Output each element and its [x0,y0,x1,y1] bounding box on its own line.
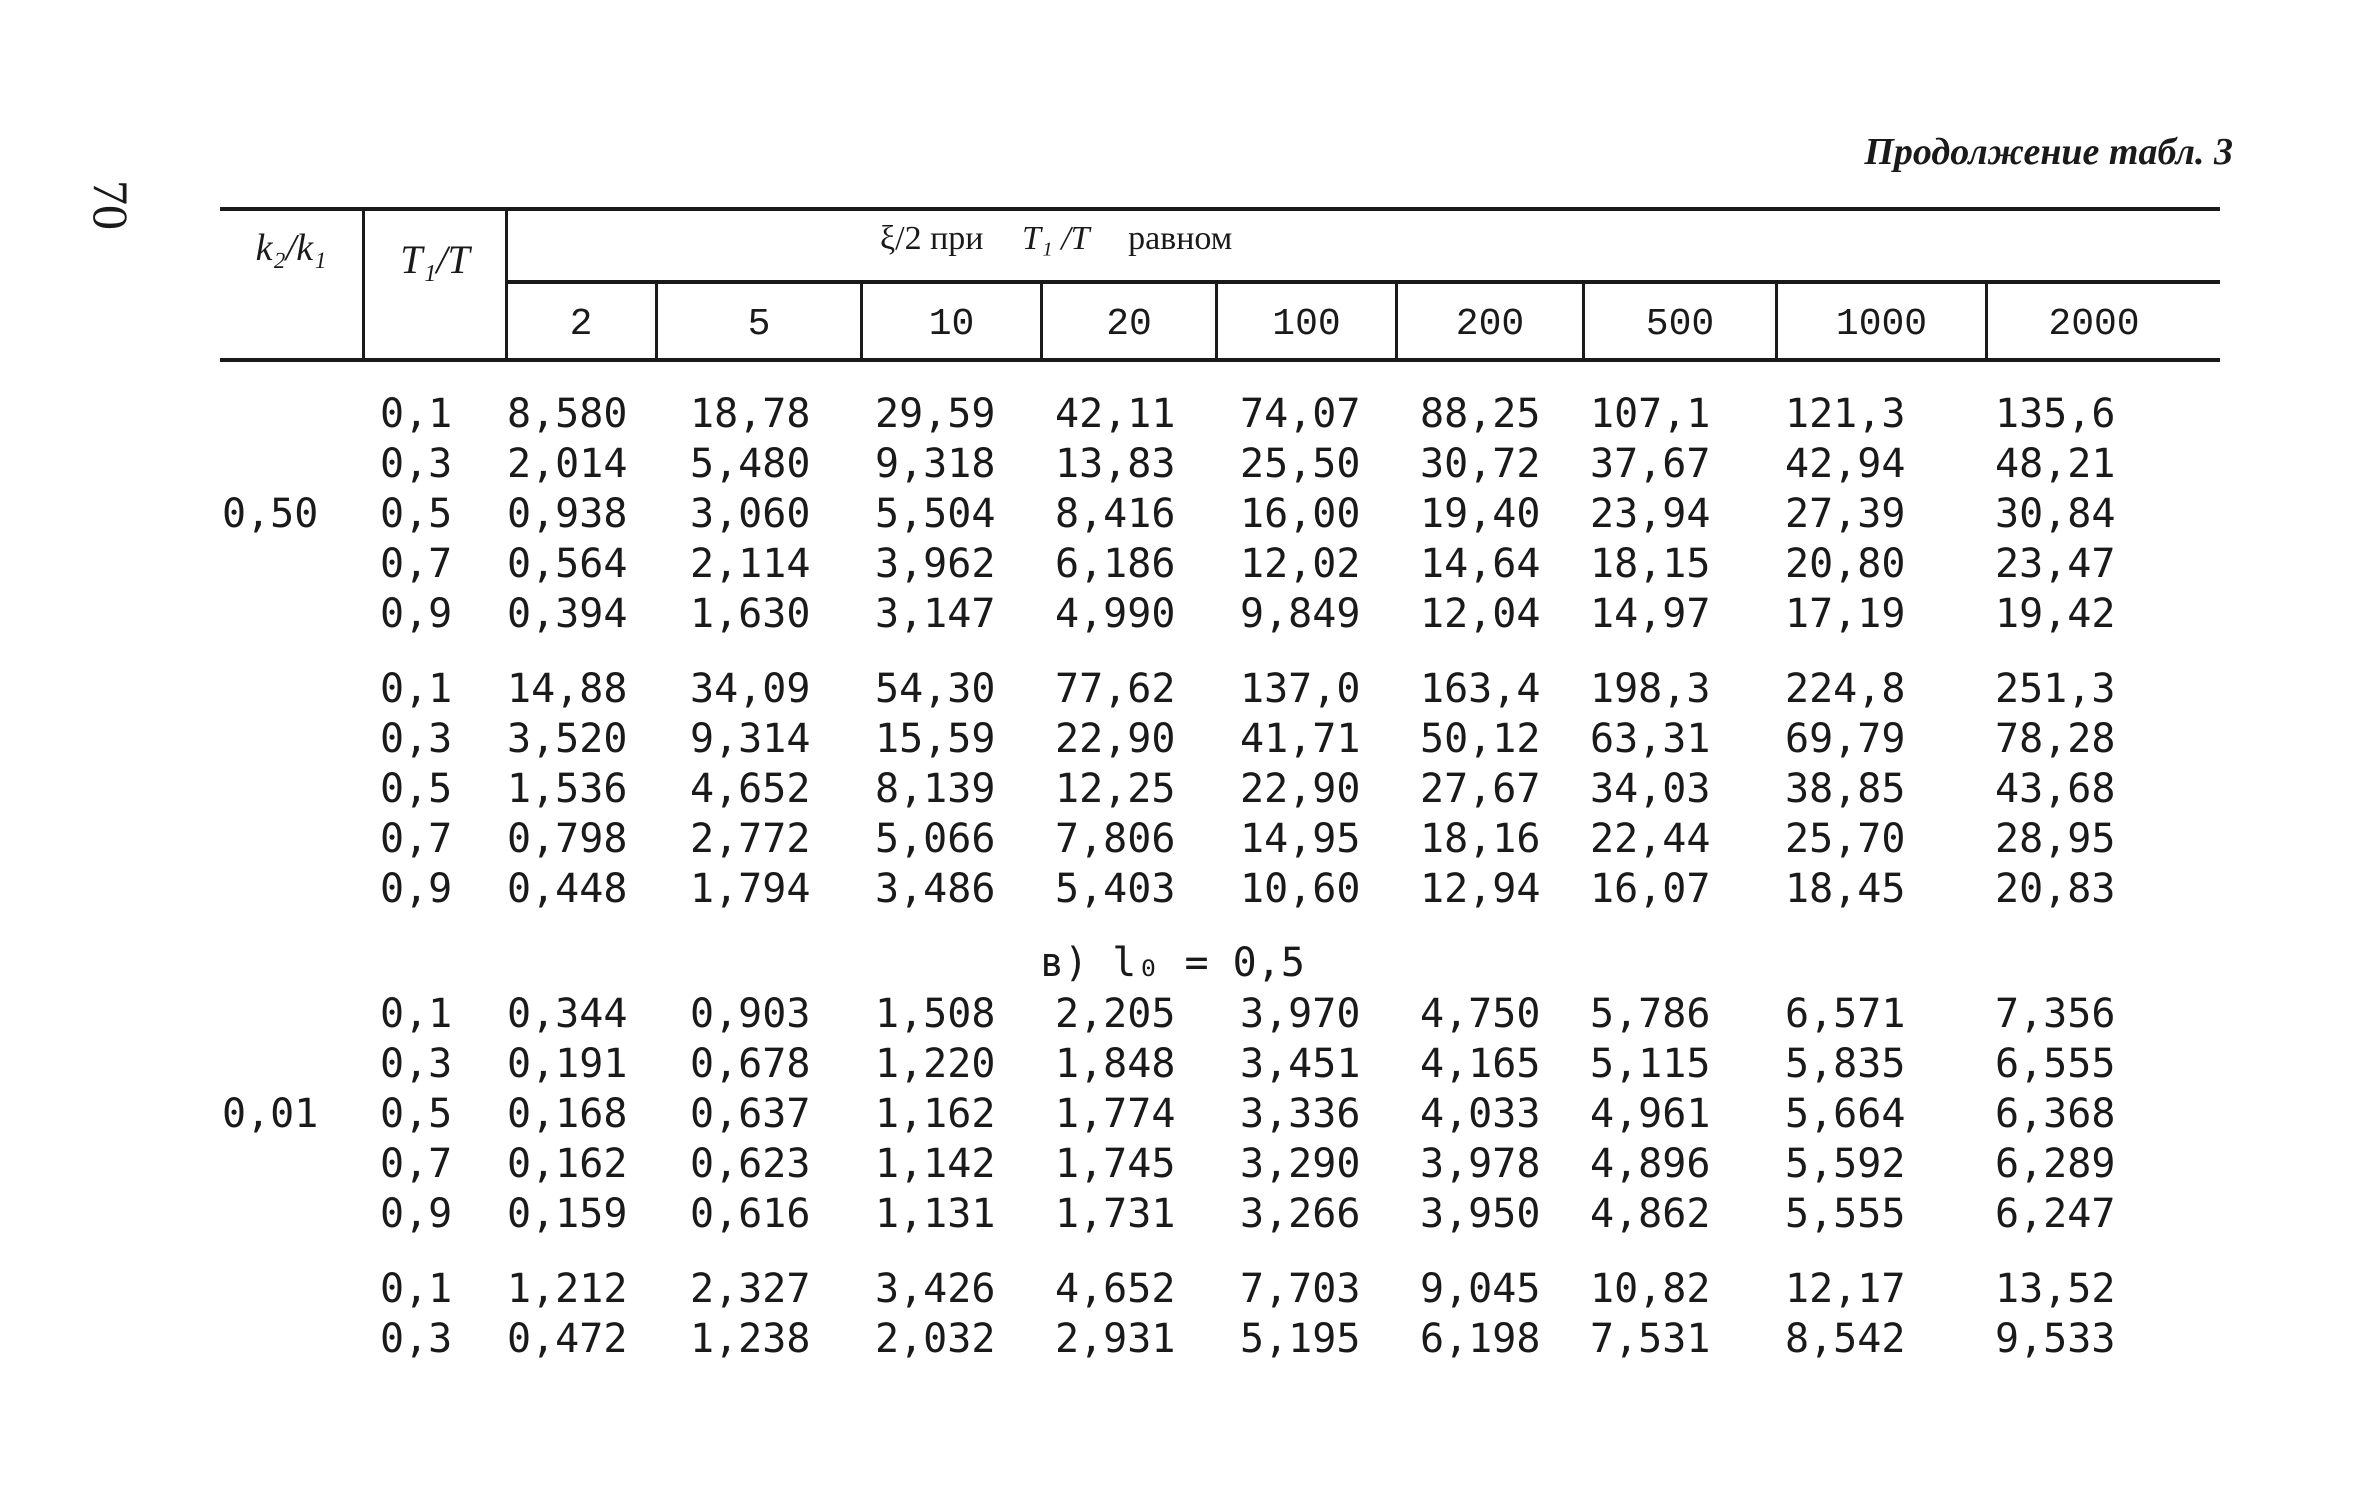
t-ratio-value: 0,7 [380,816,453,862]
table-cell: 41,71 [1240,716,1361,762]
table-cell: 2,032 [875,1316,996,1362]
table-cell: 27,39 [1785,491,1906,537]
header-k-ratio: k₂/k₁ [255,227,327,269]
table-cell: 4,652 [1055,1266,1176,1312]
table-cell: 2,327 [690,1266,811,1312]
table-caption: Продолжение табл. 3 [1864,131,2233,173]
column-header: 10 [928,303,975,346]
t-ratio-value: 0,3 [380,716,453,762]
t-ratio-value: 0,7 [380,1141,453,1187]
table-cell: 77,62 [1055,666,1176,712]
t-ratio-value: 0,1 [380,1266,453,1312]
table-cell: 4,990 [1055,591,1176,637]
table-cell: 1,794 [690,866,811,912]
table-cell: 2,772 [690,816,811,862]
header-t-ratio: T₁/T [400,237,470,282]
table-cell: 13,52 [1995,1266,2116,1312]
table-cell: 4,750 [1420,991,1541,1037]
table-cell: 7,806 [1055,816,1176,862]
table-cell: 8,542 [1785,1316,1906,1362]
table-cell: 3,978 [1420,1141,1541,1187]
header-group-title [880,220,1440,258]
header-mid-rule [507,280,2220,284]
table-cell: 4,961 [1590,1091,1711,1137]
table-cell: 3,970 [1240,991,1361,1037]
table-cell: 0,798 [507,816,628,862]
table-cell: 0,448 [507,866,628,912]
t-ratio-value: 0,1 [380,391,453,437]
group-title-var: T₁ /T [1022,220,1090,257]
table-cell: 198,3 [1590,666,1711,712]
table-cell: 42,94 [1785,441,1906,487]
group-title-suffix: равном [1128,220,1233,257]
table-cell: 1,131 [875,1191,996,1237]
table-cell: 0,903 [690,991,811,1037]
table-cell: 1,536 [507,766,628,812]
table-cell: 50,12 [1420,716,1541,762]
table-cell: 16,00 [1240,491,1361,537]
table-cell: 3,266 [1240,1191,1361,1237]
table-cell: 2,931 [1055,1316,1176,1362]
table-cell: 18,78 [690,391,811,437]
table-cell: 3,147 [875,591,996,637]
table-cell: 18,45 [1785,866,1906,912]
table-cell: 29,59 [875,391,996,437]
table-cell: 12,04 [1420,591,1541,637]
table-cell: 6,198 [1420,1316,1541,1362]
table-cell: 22,90 [1240,766,1361,812]
table-cell: 163,4 [1420,666,1541,712]
column-header: 2 [569,303,593,346]
table-cell: 12,94 [1420,866,1541,912]
table-cell: 0,344 [507,991,628,1037]
table-cell: 25,70 [1785,816,1906,862]
table-cell: 38,85 [1785,766,1906,812]
table-cell: 6,368 [1995,1091,2116,1137]
table-cell: 5,480 [690,441,811,487]
t-ratio-value: 0,9 [380,866,453,912]
t-ratio-value: 0,1 [380,991,453,1037]
table-cell: 27,67 [1420,766,1541,812]
table-cell: 63,31 [1590,716,1711,762]
t-ratio-value: 0,5 [380,1091,453,1137]
table-cell: 1,212 [507,1266,628,1312]
table-cell: 107,1 [1590,391,1711,437]
table-cell: 9,045 [1420,1266,1541,1312]
table-cell: 2,205 [1055,991,1176,1037]
t-ratio-value: 0,9 [380,1191,453,1237]
table-cell: 137,0 [1240,666,1361,712]
table-cell: 2,014 [507,441,628,487]
table-cell: 3,486 [875,866,996,912]
table-cell: 43,68 [1995,766,2116,812]
table-cell: 54,30 [875,666,996,712]
table-cell: 18,15 [1590,541,1711,587]
table-cell: 0,168 [507,1091,628,1137]
table-cell: 28,95 [1995,816,2116,862]
table-cell: 8,139 [875,766,996,812]
table-cell: 30,84 [1995,491,2116,537]
table-cell: 10,60 [1240,866,1361,912]
table-cell: 19,42 [1995,591,2116,637]
table-cell: 9,314 [690,716,811,762]
table-cell: 9,533 [1995,1316,2116,1362]
table-cell: 5,115 [1590,1041,1711,1087]
column-header: 100 [1272,303,1341,346]
table-cell: 22,90 [1055,716,1176,762]
table-cell: 1,142 [875,1141,996,1187]
table-cell: 0,623 [690,1141,811,1187]
table-cell: 0,938 [507,491,628,537]
t-ratio-value: 0,9 [380,591,453,637]
table-cell: 3,950 [1420,1191,1541,1237]
table-cell: 1,774 [1055,1091,1176,1137]
table-cell: 88,25 [1420,391,1541,437]
table-cell: 5,403 [1055,866,1176,912]
table-cell: 19,40 [1420,491,1541,537]
table-cell: 1,162 [875,1091,996,1137]
table-cell: 0,678 [690,1041,811,1087]
table-cell: 30,72 [1420,441,1541,487]
column-header: 2000 [2048,303,2140,346]
column-header: 1000 [1835,303,1928,346]
table-cell: 5,786 [1590,991,1711,1037]
t-ratio-value: 0,3 [380,1316,453,1362]
t-ratio-value: 0,3 [380,1041,453,1087]
table-cell: 20,80 [1785,541,1906,587]
t-ratio-value: 0,5 [380,766,453,812]
table-cell: 0,616 [690,1191,811,1237]
table-cell: 9,318 [875,441,996,487]
table-cell: 6,555 [1995,1041,2116,1087]
column-header: 500 [1645,303,1715,346]
column-header: 5 [747,303,771,346]
table-cell: 3,426 [875,1266,996,1312]
table-cell: 5,504 [875,491,996,537]
table-cell: 20,83 [1995,866,2116,912]
table-cell: 1,630 [690,591,811,637]
table-cell: 1,508 [875,991,996,1037]
table-cell: 8,416 [1055,491,1176,537]
table-cell: 23,47 [1995,541,2116,587]
table-cell: 5,555 [1785,1191,1906,1237]
table-cell: 14,97 [1590,591,1711,637]
k-ratio-value: 0,50 [222,491,319,537]
table-cell: 74,07 [1240,391,1361,437]
table-cell: 6,289 [1995,1141,2116,1187]
table-cell: 3,962 [875,541,996,587]
group-title-prefix: ξ/2 при [880,220,984,257]
table-cell: 4,033 [1420,1091,1541,1137]
k-ratio-value: 0,01 [222,1091,319,1137]
table-cell: 2,114 [690,541,811,587]
table-cell: 1,220 [875,1041,996,1087]
table-cell: 9,849 [1240,591,1361,637]
table-cell: 0,637 [690,1091,811,1137]
table-cell: 0,472 [507,1316,628,1362]
table-cell: 34,03 [1590,766,1711,812]
table-cell: 3,060 [690,491,811,537]
table-cell: 10,82 [1590,1266,1711,1312]
table-cell: 6,186 [1055,541,1176,587]
t-ratio-value: 0,7 [380,541,453,587]
table-cell: 7,531 [1590,1316,1711,1362]
table-cell: 4,165 [1420,1041,1541,1087]
table-cell: 5,195 [1240,1316,1361,1362]
table-cell: 3,451 [1240,1041,1361,1087]
table-cell: 14,95 [1240,816,1361,862]
t-ratio-value: 0,1 [380,666,453,712]
header-top-rule [220,207,2220,211]
table-cell: 4,896 [1590,1141,1711,1187]
table-cell: 0,162 [507,1141,628,1187]
table-cell: 5,664 [1785,1091,1906,1137]
table-cell: 8,580 [507,391,628,437]
column-header: 200 [1455,303,1525,346]
table-cell: 23,94 [1590,491,1711,537]
table-cell: 1,731 [1055,1191,1176,1237]
table-cell: 15,59 [875,716,996,762]
table-cell: 135,6 [1995,391,2116,437]
table-cell: 25,50 [1240,441,1361,487]
table-cell: 7,356 [1995,991,2116,1037]
table-cell: 5,592 [1785,1141,1906,1187]
table-cell: 12,02 [1240,541,1361,587]
table-cell: 4,652 [690,766,811,812]
table-cell: 48,21 [1995,441,2116,487]
header-bottom-rule [220,358,2220,362]
table-cell: 0,191 [507,1041,628,1087]
table-cell: 13,83 [1055,441,1176,487]
table-cell: 4,862 [1590,1191,1711,1237]
t-ratio-value: 0,5 [380,491,453,537]
table-cell: 1,848 [1055,1041,1176,1087]
table-cell: 7,703 [1240,1266,1361,1312]
table-cell: 0,564 [507,541,628,587]
table-cell: 3,520 [507,716,628,762]
table-cell: 78,28 [1995,716,2116,762]
table-cell: 5,066 [875,816,996,862]
table-cell: 42,11 [1055,391,1176,437]
vrule [362,207,365,362]
table-cell: 12,17 [1785,1266,1906,1312]
table-cell: 37,67 [1590,441,1711,487]
table-cell: 3,336 [1240,1091,1361,1137]
table-cell: 14,64 [1420,541,1541,587]
table-cell: 22,44 [1590,816,1711,862]
table-cell: 3,290 [1240,1141,1361,1187]
page-number: 70 [83,180,139,230]
column-header: 20 [1106,303,1152,346]
table-cell: 6,247 [1995,1191,2116,1237]
table-cell: 6,571 [1785,991,1906,1037]
table-cell: 12,25 [1055,766,1176,812]
table-cell: 0,394 [507,591,628,637]
t-ratio-value: 0,3 [380,441,453,487]
table-cell: 1,745 [1055,1141,1176,1187]
table-cell: 18,16 [1420,816,1541,862]
table-cell: 0,159 [507,1191,628,1237]
section-title: в) l₀ = 0,5 [1040,940,1305,986]
table-cell: 5,835 [1785,1041,1906,1087]
table-cell: 121,3 [1785,391,1906,437]
table-cell: 16,07 [1590,866,1711,912]
table-cell: 251,3 [1995,666,2116,712]
table-cell: 1,238 [690,1316,811,1362]
table-cell: 224,8 [1785,666,1906,712]
table-cell: 17,19 [1785,591,1906,637]
table-cell: 34,09 [690,666,811,712]
table-cell: 69,79 [1785,716,1906,762]
table-cell: 14,88 [507,666,628,712]
